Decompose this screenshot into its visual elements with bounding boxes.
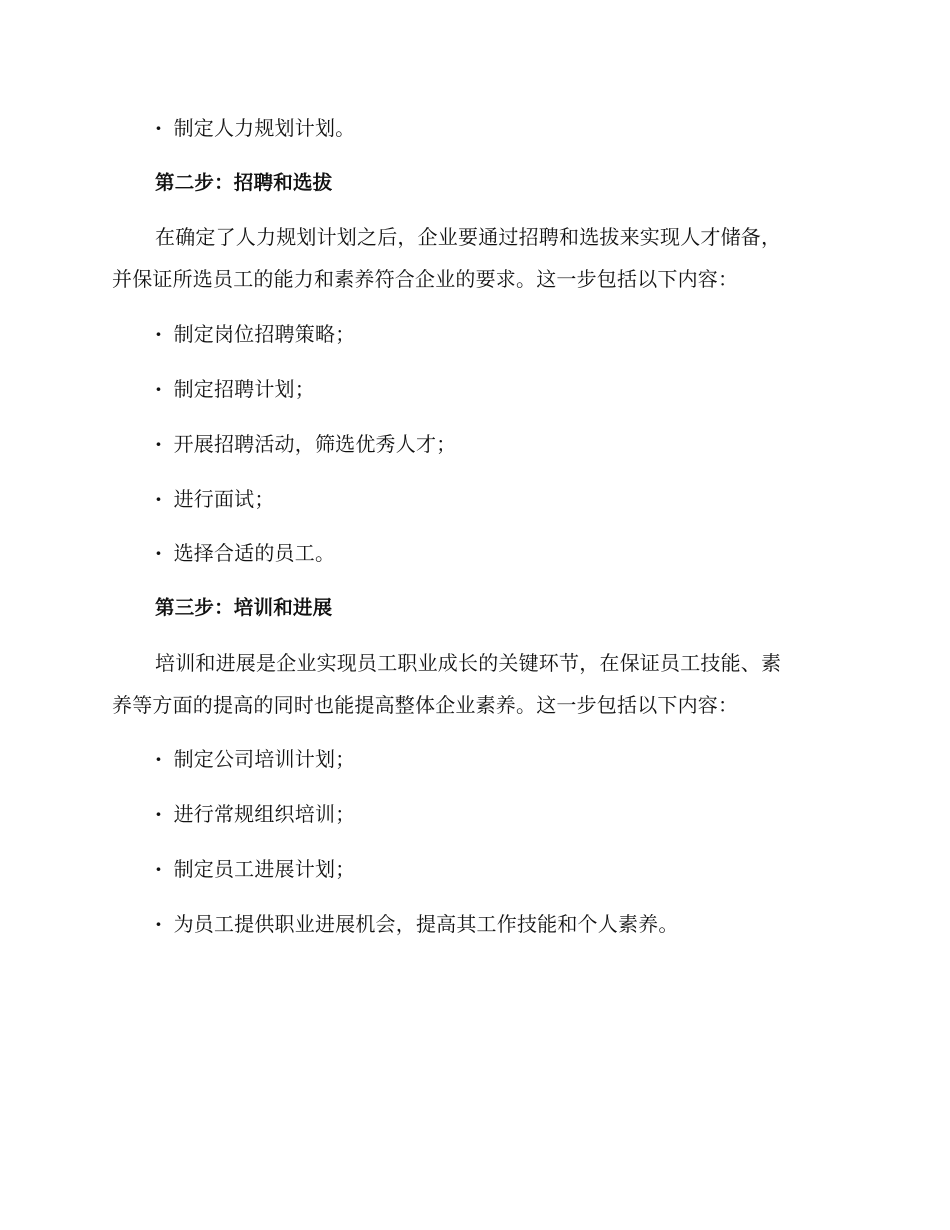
section-heading: 第三步：培训和进展 [155,596,333,619]
bullet-text: 进行面试； [173,487,275,511]
bullet-item [155,745,355,773]
paragraph-line: 并保证所选员工的能力和素养符合企业的要求。这一步包括以下内容： [112,267,739,291]
paragraph-line: 在确定了人力规划计划之后，企业要通过招聘和选拔来实现人才储备， [155,225,782,249]
section-heading: 第二步：招聘和选拔 [155,171,333,194]
paragraph-line: 养等方面的提高的同时也能提高整体企业素养。这一步包括以下内容： [112,693,739,717]
bullet-item [155,485,275,513]
bullet-item [155,114,355,142]
bullet-text: 制定岗位招聘策略； [173,322,356,346]
bullet-item [155,855,355,883]
bullet-text: 选择合适的员工。 [173,541,336,565]
bullet-item [155,539,335,567]
bullet-text: 开展招聘活动，筛选优秀人才； [173,432,457,456]
bullet-item [155,430,456,458]
bullet-text: 制定人力规划计划。 [173,116,356,140]
bullet-text: 制定员工进展计划； [173,857,356,881]
bullet-text: 制定公司培训计划； [173,747,356,771]
bullet-item [155,375,315,403]
bullet-item [155,800,355,828]
bullet-item [155,320,355,348]
bullet-text: 为员工提供职业进展机会，提高其工作技能和个人素养。 [173,912,679,936]
paragraph-line: 培训和进展是企业实现员工职业成长的关键环节，在保证员工技能、素 [155,651,782,675]
bullet-text: 制定招聘计划； [173,377,315,401]
bullet-item [155,910,679,938]
bullet-text: 进行常规组织培训； [173,802,356,826]
